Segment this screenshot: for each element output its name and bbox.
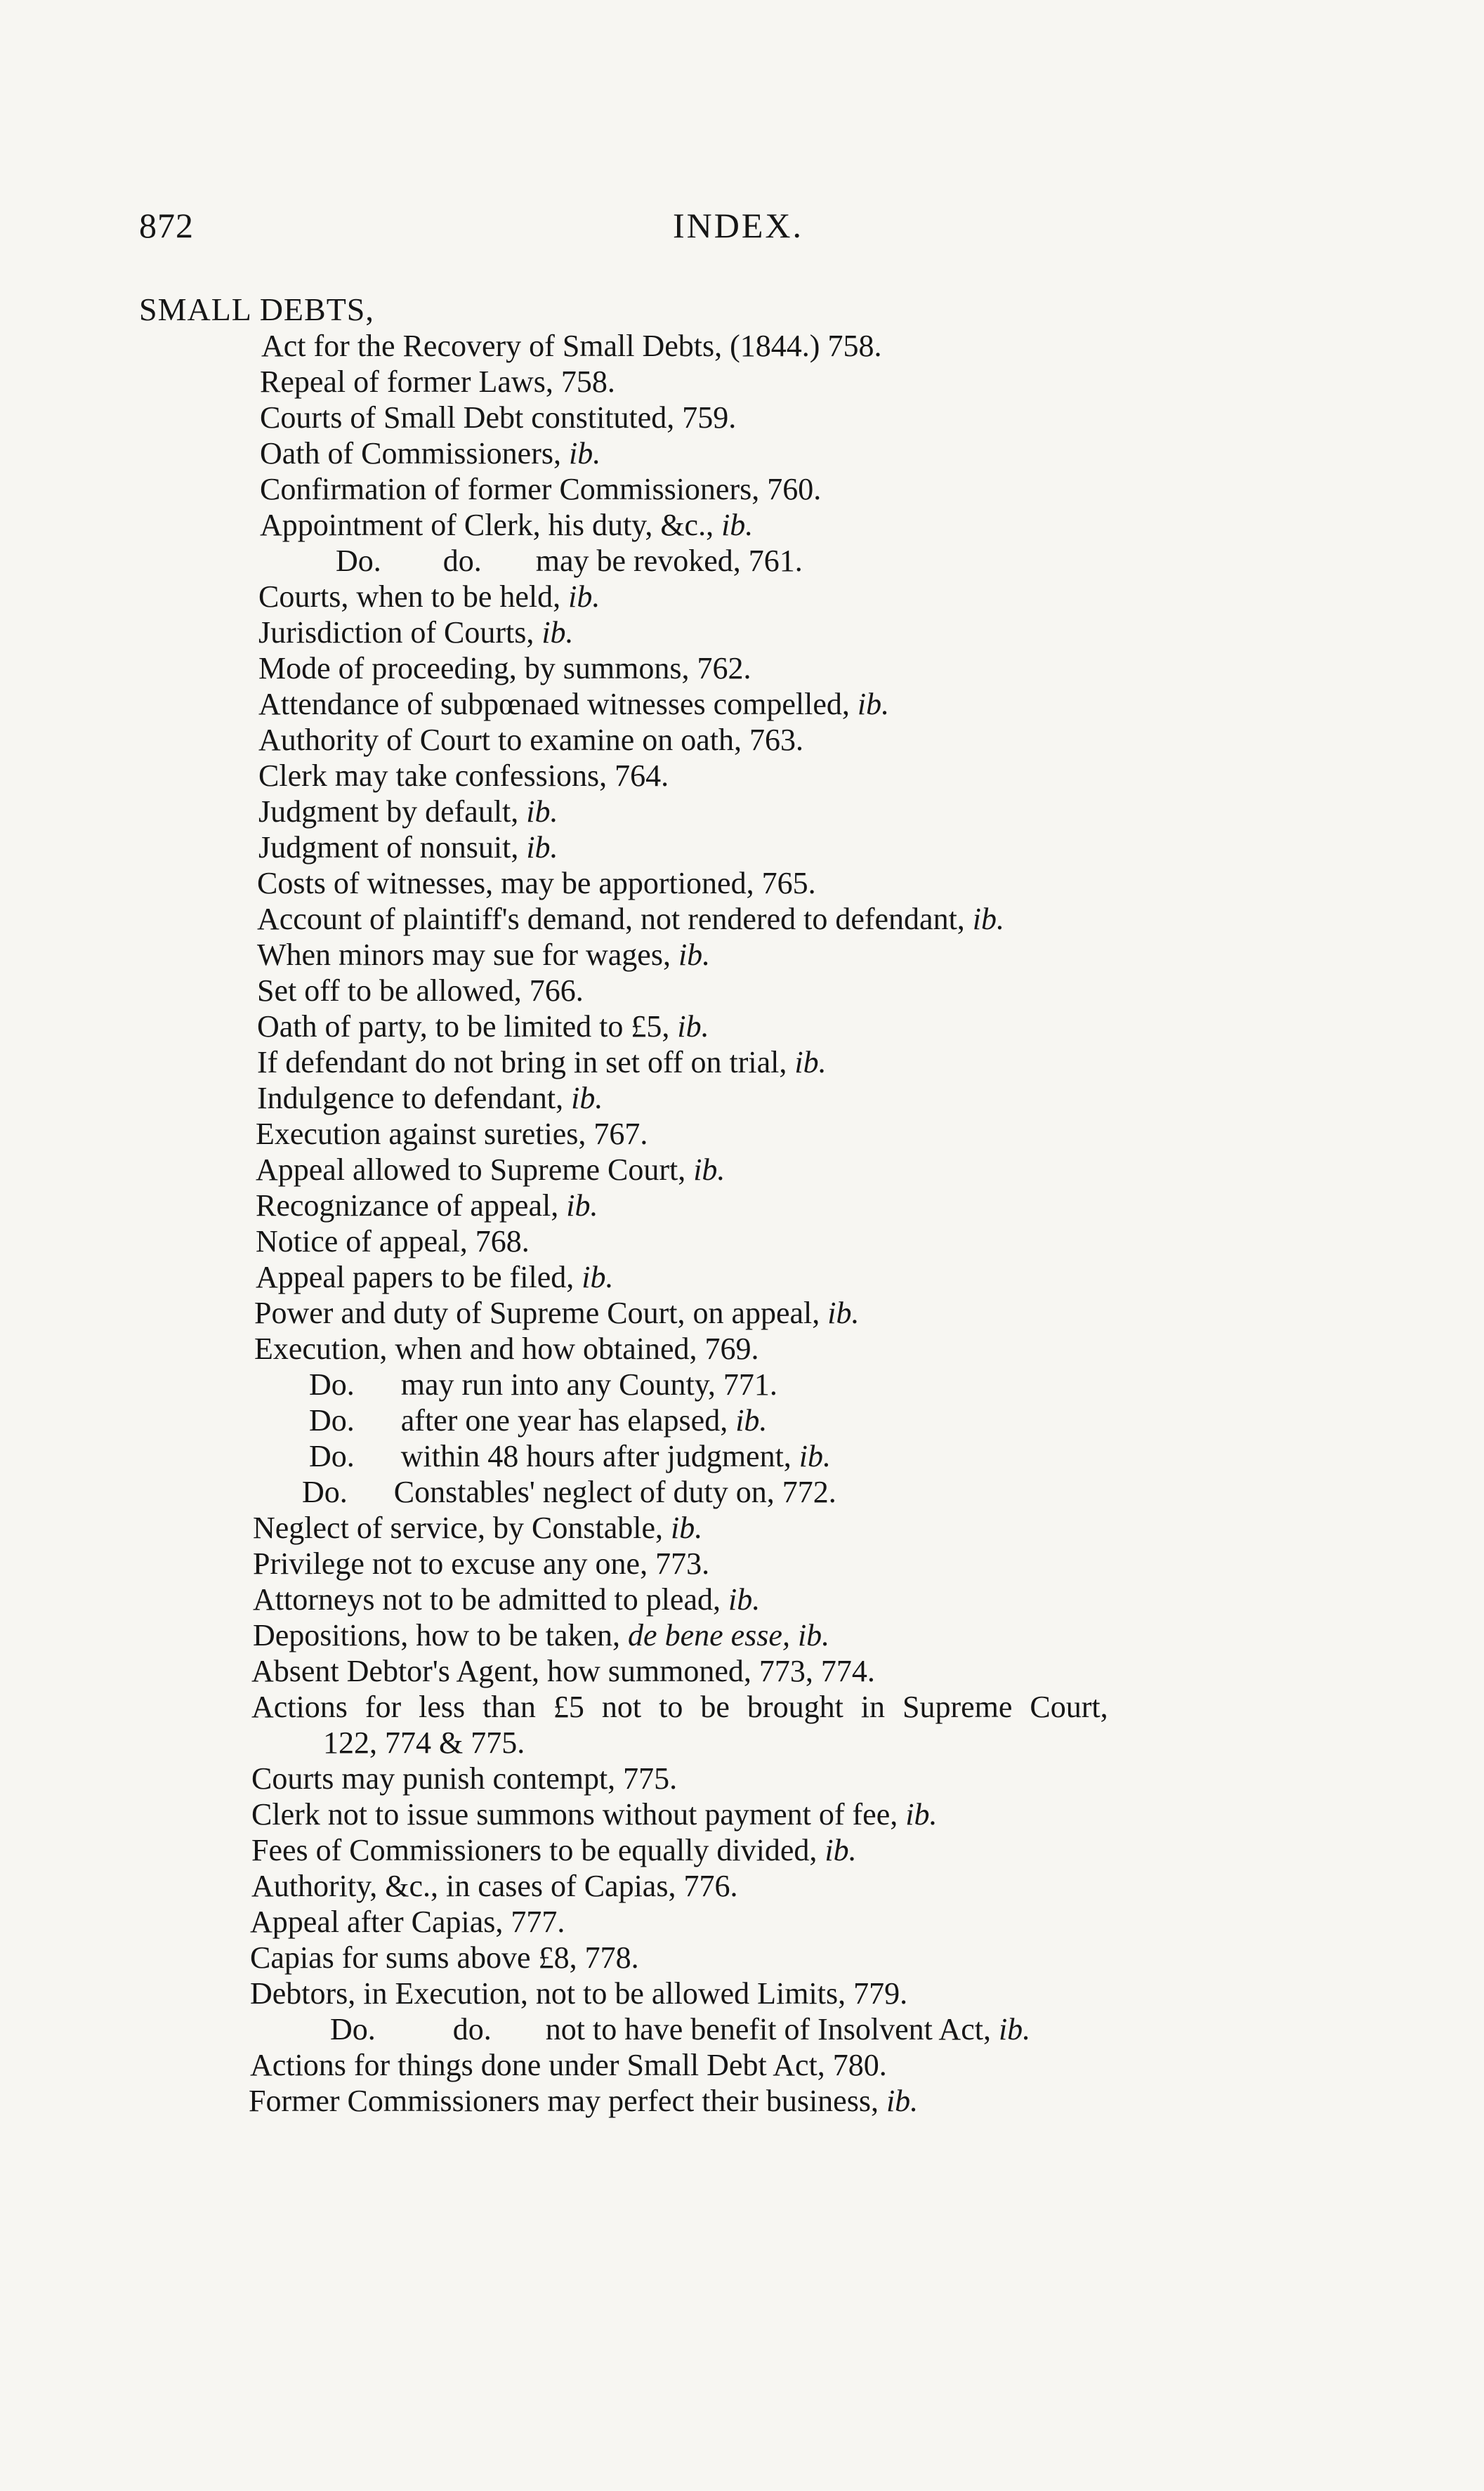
index-entry: Absent Debtor's Agent, how summoned, 773, 774. bbox=[251, 1654, 875, 1688]
index-entry: Set off to be allowed, 766. bbox=[257, 973, 584, 1008]
index-entry: Do. within 48 hours after judgment, ib. bbox=[309, 1439, 832, 1473]
index-entry: Execution against sureties, 767. bbox=[256, 1117, 648, 1151]
index-entry: Depositions, how to be taken, de bene esse, ib. bbox=[253, 1618, 830, 1652]
page-header bbox=[0, 205, 1484, 247]
index-entry: Courts, when to be held, ib. bbox=[258, 579, 600, 614]
index-entry: Do. do. may be revoked, 761. bbox=[336, 544, 803, 578]
index-entry: Do. after one year has elapsed, ib. bbox=[309, 1403, 768, 1438]
index-entry: Judgment of nonsuit, ib. bbox=[258, 830, 558, 865]
index-entry: Jurisdiction of Courts, ib. bbox=[258, 615, 574, 650]
index-entry: Indulgence to defendant, ib. bbox=[257, 1081, 603, 1115]
index-heading: SMALL DEBTS, bbox=[139, 291, 374, 327]
index-entry: Costs of witnesses, may be apportioned, 765. bbox=[257, 866, 816, 900]
running-title: INDEX. bbox=[673, 206, 804, 245]
index-entry: Judgment by default, ib. bbox=[258, 794, 558, 829]
index-entry: Confirmation of former Commissioners, 760. bbox=[260, 472, 822, 506]
index-entry: Recognizance of appeal, ib. bbox=[256, 1188, 598, 1223]
index-entry: Act for the Recovery of Small Debts, (1844.) 758. bbox=[261, 329, 882, 363]
index-entry: Privilege not to excuse any one, 773. bbox=[253, 1546, 710, 1581]
index-entry: Capias for sums above £8, 778. bbox=[250, 1940, 639, 1975]
index-entry: Actions for less than £5 not to be brought in Supreme Court, bbox=[251, 1690, 1108, 1724]
index-entry: Appeal papers to be filed, ib. bbox=[256, 1260, 614, 1294]
index-entry: Account of plaintiff's demand, not rendered to defendant, ib. bbox=[257, 902, 1005, 936]
index-entry: Clerk may take confessions, 764. bbox=[258, 758, 669, 793]
index-entry: If defendant do not bring in set off on trial, ib. bbox=[257, 1045, 827, 1079]
index-entry: Oath of Commissioners, ib. bbox=[260, 436, 601, 471]
index-entry: Neglect of service, by Constable, ib. bbox=[253, 1511, 703, 1545]
page-number: 872 bbox=[139, 206, 194, 245]
index-entry: Appeal allowed to Supreme Court, ib. bbox=[256, 1152, 725, 1187]
index-entry: Authority, &c., in cases of Capias, 776. bbox=[251, 1869, 738, 1903]
index-entry: Fees of Commissioners to be equally divided, ib. bbox=[251, 1833, 857, 1867]
index-entry: Courts may punish contempt, 775. bbox=[251, 1761, 678, 1796]
index-entry: Attorneys not to be admitted to plead, ib. bbox=[253, 1582, 761, 1617]
index-entry-continuation: 122, 774 & 775. bbox=[323, 1726, 525, 1760]
index-entry: Execution, when and how obtained, 769. bbox=[254, 1332, 759, 1366]
index-entry: Appointment of Clerk, his duty, &c., ib. bbox=[260, 508, 754, 542]
index-entry: When minors may sue for wages, ib. bbox=[257, 938, 711, 972]
index-entry: Mode of proceeding, by summons, 762. bbox=[258, 651, 751, 685]
index-entry: Attendance of subpœnaed witnesses compelled, ib. bbox=[258, 687, 890, 721]
index-entry: Appeal after Capias, 777. bbox=[250, 1905, 565, 1939]
index-entry: Do. do. not to have benefit of Insolvent Act, ib. bbox=[330, 2012, 1031, 2046]
index-entry: Power and duty of Supreme Court, on appeal, ib. bbox=[254, 1296, 860, 1330]
index-entry: Actions for things done under Small Debt Act, 780. bbox=[250, 2048, 887, 2082]
index-entry: Former Commissioners may perfect their business, ib. bbox=[249, 2084, 919, 2118]
index-entry: Repeal of former Laws, 758. bbox=[260, 364, 615, 399]
index-entry: Clerk not to issue summons without payment of fee, ib. bbox=[251, 1797, 938, 1832]
index-entry: Debtors, in Execution, not to be allowed Limits, 779. bbox=[250, 1976, 908, 2011]
index-entry: Do. may run into any County, 771. bbox=[309, 1367, 777, 1402]
index-entry: Oath of party, to be limited to £5, ib. bbox=[257, 1009, 709, 1044]
index-entry: Notice of appeal, 768. bbox=[256, 1224, 530, 1258]
index-entry: Do. Constables' neglect of duty on, 772. bbox=[302, 1475, 836, 1509]
index-entry: Authority of Court to examine on oath, 763. bbox=[258, 723, 803, 757]
index-entry: Courts of Small Debt constituted, 759. bbox=[260, 400, 737, 435]
